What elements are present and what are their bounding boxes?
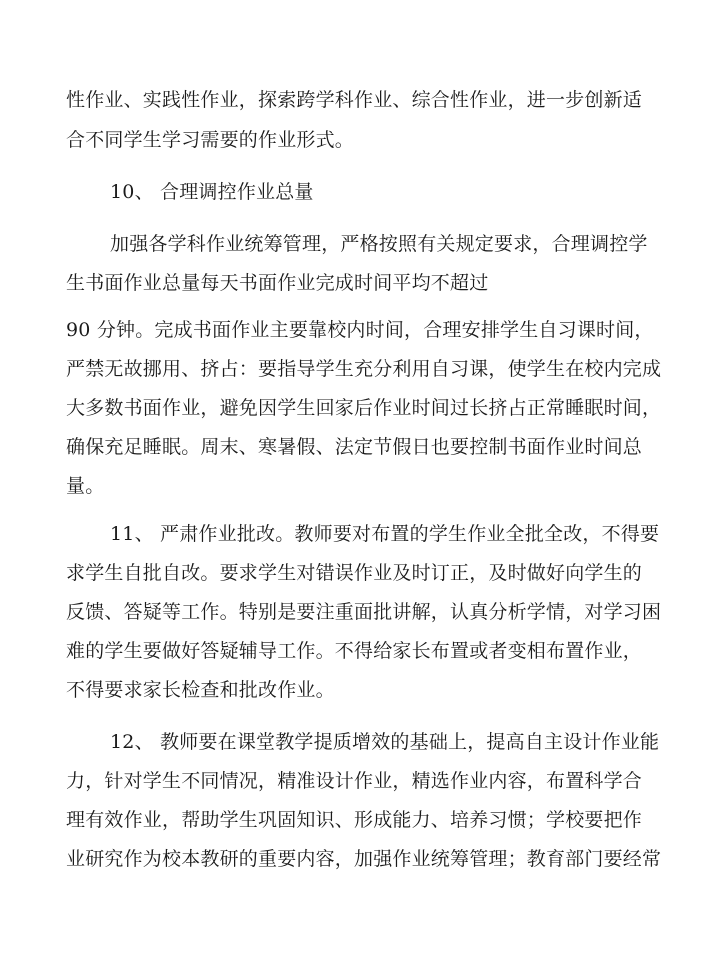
text-line: 严禁无故挪用、挤占：要指导学生充分利用自习课，使学生在校内完成 bbox=[66, 358, 662, 380]
text-line: 难的学生要做好答疑辅导工作。不得给家长布置或者变相布置作业， bbox=[66, 640, 643, 662]
text-line: 11、 严肃作业批改。教师要对布置的学生作业全批全改，不得要 bbox=[110, 523, 660, 545]
section-heading: 10、 合理调控作业总量 bbox=[110, 181, 314, 203]
text-line: 不得要求家长检查和批改作业。 bbox=[66, 679, 335, 701]
text-line: 12、 教师要在课堂教学提质增效的基础上，提高自主设计作业能 bbox=[110, 731, 660, 753]
text-line: 加强各学科作业统筹管理，严格按照有关规定要求，合理调控学 bbox=[110, 233, 648, 255]
text-line: 性作业、实践性作业，探索跨学科作业、综合性作业，进一步创新适 bbox=[66, 89, 643, 111]
text-line: 量。 bbox=[66, 475, 105, 497]
text-line: 合不同学生学习需要的作业形式。 bbox=[66, 129, 355, 151]
text-line: 理有效作业，帮助学生巩固知识、形成能力、培养习惯；学校要把作 bbox=[66, 809, 643, 831]
text-line: 90 分钟。完成书面作业主要靠校内时间，合理安排学生自习课时间， bbox=[66, 319, 654, 341]
text-line: 反馈、答疑等工作。特别是要注重面批讲解，认真分析学情，对学习困 bbox=[66, 601, 662, 623]
text-line: 确保充足睡眠。周末、寒暑假、法定节假日也要控制书面作业时间总 bbox=[66, 436, 643, 458]
text-line: 生书面作业总量每天书面作业完成时间平均不超过 bbox=[66, 272, 489, 294]
text-line: 大多数书面作业，避免因学生回家后作业时间过长挤占正常睡眠时间， bbox=[66, 397, 662, 419]
text-line: 业研究作为校本教研的重要内容，加强作业统筹管理；教育部门要经常 bbox=[66, 848, 662, 870]
text-line: 力，针对学生不同情况，精准设计作业，精选作业内容，布置科学合 bbox=[66, 770, 643, 792]
text-line: 求学生自批自改。要求学生对错误作业及时订正，及时做好向学生的 bbox=[66, 562, 643, 584]
